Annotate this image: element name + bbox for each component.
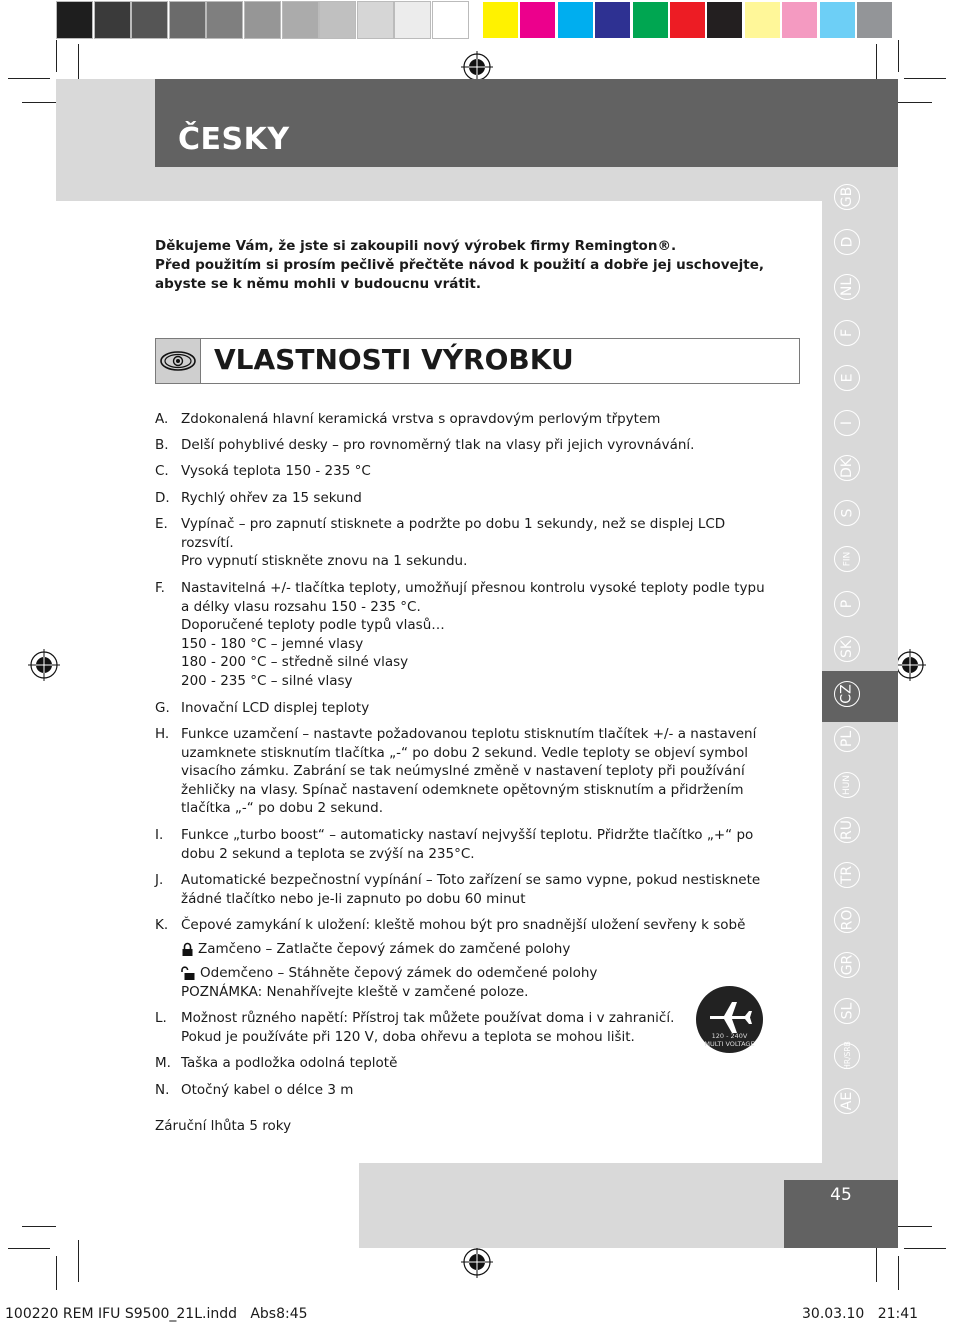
item-line: 150 - 180 °C – jemné vlasy — [181, 635, 364, 652]
language-tab-gb: GB — [834, 184, 860, 210]
gray-swatch — [358, 2, 393, 38]
language-tab-p: P — [834, 591, 860, 617]
item-line: dobu 2 sekund a teplota se zvýší na 235°C. — [181, 845, 475, 862]
language-tab-pl: PL — [834, 726, 860, 752]
item-line: Otočný kabel o délce 3 m — [181, 1082, 354, 1098]
section-icon-box — [155, 338, 201, 384]
item-line: Vypínač – pro zapnutí stisknete a podržte po dobu 1 sekundy, než se displej LCD — [181, 516, 726, 532]
process-swatch — [558, 2, 593, 38]
registration-mark-icon — [461, 1246, 493, 1278]
language-tab-fin: FIN — [834, 546, 860, 572]
locked-padlock-icon — [181, 942, 194, 957]
intro-text — [155, 237, 795, 294]
language-tab-ae: AE — [834, 1088, 860, 1114]
item-label: E. — [155, 516, 168, 532]
crop-mark — [8, 78, 50, 79]
crop-mark — [8, 1248, 50, 1249]
item-line: 200 - 235 °C – silné vlasy — [181, 672, 353, 689]
item-label: D. — [155, 490, 170, 506]
language-tab-e: E — [834, 365, 860, 391]
language-tab-d: D — [834, 229, 860, 255]
item-line: Automatické bezpečnostní vypínání – Toto zařízení se samo vypne, pokud nestisknete — [181, 872, 761, 888]
item-label: M. — [155, 1055, 171, 1071]
process-swatch — [595, 2, 630, 38]
item-label: F. — [155, 580, 165, 596]
language-tab-sl: SL — [834, 998, 860, 1024]
item-line: Nastavitelná +/- tlačítka teploty, umožňují přesnou kontrolu vysoké teploty podle typu — [181, 580, 765, 596]
item-line: 180 - 200 °C – středně silné vlasy — [181, 654, 409, 670]
lock-unlocked-line — [181, 964, 781, 983]
item-label: K. — [155, 917, 169, 933]
lock-note: POZNÁMKA: Nenahřívejte kleště v zamčené poloze. — [181, 983, 529, 1000]
print-file-info: 100220 REM IFU S9500_21L.indd Abs8:45 — [5, 1306, 308, 1322]
item-line: Vysoká teplota 150 - 235 °C — [181, 463, 371, 479]
process-swatch — [483, 2, 518, 38]
language-tab-hun: HUN — [834, 772, 860, 798]
crop-mark — [78, 1240, 79, 1282]
item-label: L. — [155, 1010, 167, 1026]
item-label: N. — [155, 1082, 170, 1098]
item-line: Inovační LCD displej teploty — [181, 700, 370, 716]
item-line: Možnost různého napětí: Přístroj tak můžete používat doma i v zahraničí. — [181, 1010, 675, 1026]
process-swatch — [520, 2, 555, 38]
item-line: Delší pohyblivé desky – pro rovnoměrný tlak na vlasy při jejich vyrovnávání. — [181, 437, 695, 453]
print-date-info: 30.03.10 21:41 — [802, 1306, 919, 1322]
process-swatch — [670, 2, 705, 38]
item-line: rozsvítí. — [181, 534, 234, 551]
item-line: žehličky na vlasy. Spínač nastavení odemknete opětovným stisknutím a přidržením — [181, 781, 744, 798]
item-line: Pokud je používáte při 120 V, doba ohřevu a teplota se mohou lišit. — [181, 1028, 635, 1045]
process-swatch — [820, 2, 855, 38]
item-line: Funkce uzamčení – nastavte požadovanou teplotu stisknutím tlačítek +/- a nastavení — [181, 726, 757, 742]
item-line: uzamknete stisknutím tlačítka „-“ po dobu 2 sekund. Vedle teploty se objeví symbol — [181, 744, 748, 761]
badge-text — [696, 1032, 763, 1048]
process-swatch — [745, 2, 780, 38]
item-label: G. — [155, 700, 170, 716]
badge-caption: MULTI VOLTAGE — [704, 1040, 755, 1048]
item-line: Doporučené teploty podle typů vlasů… — [181, 617, 445, 633]
item-line: visacího zámku. Zabrání se tak neúmyslné změně v nastavení teploty při používání — [181, 763, 745, 779]
item-line: a délky vlasu rozsahu 150 - 235 °C. — [181, 598, 421, 615]
item-line: Taška a podložka odolná teplotě — [181, 1055, 398, 1071]
page-title: ČESKY — [178, 122, 290, 157]
registration-mark-icon — [894, 649, 926, 681]
item-line: tlačítka „-“ po dobu 2 sekund. — [181, 800, 384, 816]
language-tab-ru: RU — [834, 817, 860, 843]
item-line: Rychlý ohřev za 15 sekund — [181, 490, 362, 506]
item-line: Zdokonalená hlavní keramická vrstva s opravdovým perlovým třpytem — [181, 411, 661, 427]
lock-unlocked-text: Odemčeno – Stáhněte čepový zámek do odemčené polohy — [200, 965, 598, 981]
crop-mark — [898, 1256, 899, 1290]
process-swatch — [707, 2, 742, 38]
item-label: A. — [155, 411, 169, 427]
item-label: I. — [155, 827, 164, 843]
language-tab-dk: DK — [834, 455, 860, 481]
gray-swatch — [283, 2, 318, 38]
item-label: C. — [155, 463, 169, 479]
gray-swatch — [57, 2, 92, 38]
language-tab-f: F — [834, 320, 860, 346]
crop-mark — [904, 1248, 946, 1249]
gray-swatch — [320, 2, 355, 38]
language-tab-ro: RO — [834, 907, 860, 933]
unlocked-padlock-icon — [181, 966, 196, 981]
language-tab-s: S — [834, 500, 860, 526]
crop-mark — [898, 40, 899, 72]
item-label: B. — [155, 437, 169, 453]
gray-swatch — [433, 2, 468, 38]
warranty-text: Záruční lhůta 5 roky — [155, 1118, 292, 1134]
eye-icon — [156, 339, 200, 383]
page-number: 45 — [830, 1185, 852, 1205]
header-left-panel — [56, 79, 155, 201]
gray-swatch — [245, 2, 280, 38]
process-swatch — [857, 2, 892, 38]
crop-mark — [56, 40, 57, 72]
item-line: Funkce „turbo boost“ – automaticky nastaví nejvyšší teplotu. Přidržte tlačítko „+“ po — [181, 827, 754, 843]
language-tab-i: I — [834, 410, 860, 436]
header-under-panel — [155, 167, 822, 201]
process-swatch — [782, 2, 817, 38]
item-line: žádné tlačítko nebo je-li zapnuto po dobu 60 minut — [181, 890, 526, 907]
intro-line: Děkujeme Vám, že jste si zakoupili nový výrobek firmy Remington®. — [155, 238, 677, 254]
crop-mark — [898, 102, 932, 103]
language-tab-sk: SK — [834, 636, 860, 662]
item-label: H. — [155, 726, 170, 742]
item-line: Čepové zamykání k uložení: kleště mohou být pro snadnější uložení sevřeny k sobě — [181, 917, 746, 933]
item-label: J. — [155, 872, 164, 888]
crop-mark — [22, 102, 56, 103]
section-title: VLASTNOSTI VÝROBKU — [214, 343, 574, 376]
gray-swatch — [95, 2, 130, 38]
gray-swatch — [170, 2, 205, 38]
crop-mark — [898, 1226, 932, 1227]
registration-mark-icon — [28, 649, 60, 681]
language-tab-hr-srb: HR/SRB — [834, 1043, 860, 1069]
intro-line: Před použitím si prosím pečlivě přečtěte návod k použití a dobře jej uschovejte, — [155, 257, 765, 273]
gray-swatch — [132, 2, 167, 38]
gray-swatch — [207, 2, 242, 38]
item-line: Pro vypnutí stiskněte znovu na 1 sekundu. — [181, 553, 468, 569]
gray-swatch — [395, 2, 430, 38]
process-swatch — [633, 2, 668, 38]
language-tab-tr: TR — [834, 862, 860, 888]
crop-mark — [22, 1226, 56, 1227]
language-tab-cz: CZ — [834, 681, 860, 707]
language-tab-nl: NL — [834, 274, 860, 300]
lock-locked-text: Zamčeno – Zatlačte čepový zámek do zamčené polohy — [198, 941, 571, 957]
badge-voltage: 120 - 240V — [711, 1032, 748, 1040]
crop-mark — [56, 1256, 57, 1290]
crop-mark — [904, 78, 946, 79]
language-tab-gr: GR — [834, 952, 860, 978]
intro-line: abyste se k němu mohli v budoucnu vrátit. — [155, 276, 482, 292]
